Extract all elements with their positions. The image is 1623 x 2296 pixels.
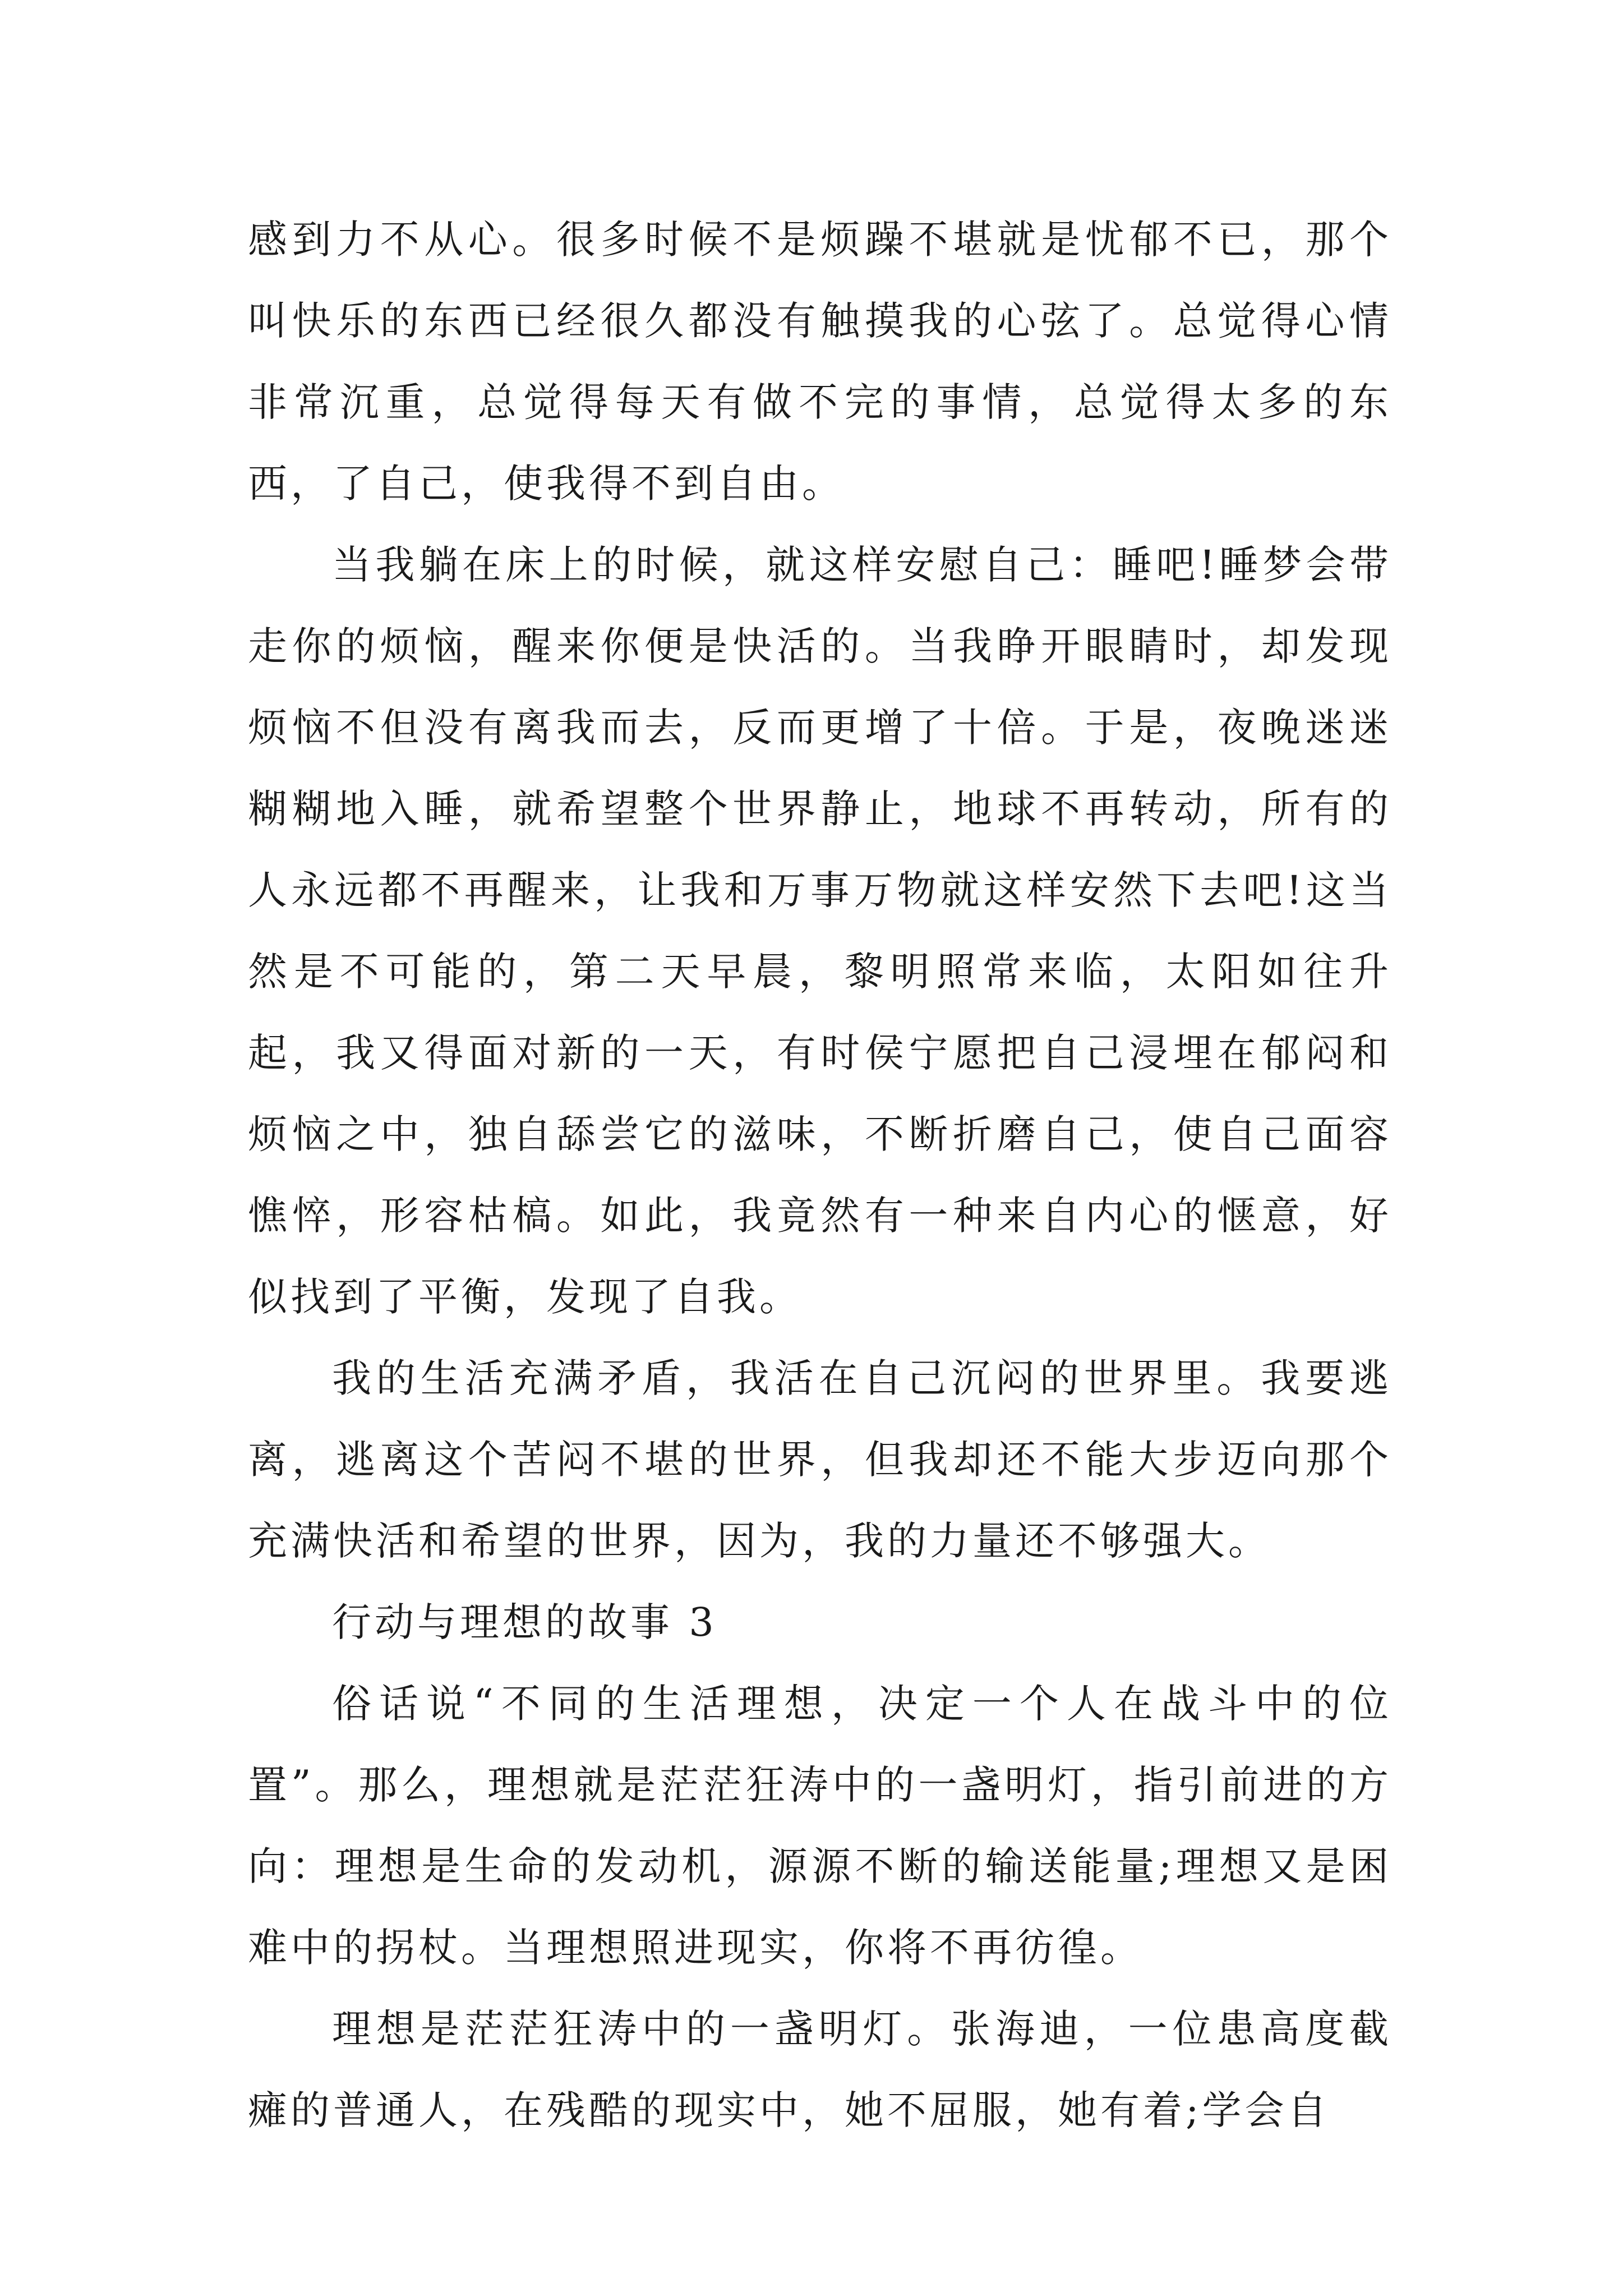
document-body <box>248 199 1392 2151</box>
paragraph-5: 理想是茫茫狂涛中的一盏明灯。张海迪，一位患高度截瘫的普通人，在残酷的现实中，她不屈服，她有着;学会自 <box>248 2006 1392 2133</box>
paragraph-4: 俗话说“不同的生活理想，决定一个人在战斗中的位置”。那么，理想就是茫茫狂涛中的一盏明灯，指引前进的方向：理想是生命的发动机，源源不断的输送能量;理想又是困难中的拐杖。当理想照进现实，你将不再彷徨。 <box>248 1681 1392 1971</box>
paragraph-2: 当我躺在床上的时候，就这样安慰自己：睡吧!睡梦会带走你的烦恼，醒来你便是快活的。当我睁开眼睛时，却发现烦恼不但没有离我而去，反而更增了十倍。于是，夜晚迷迷糊糊地入睡，就希望整个世界静止，地球不再转动，所有的人永远都不再醒来，让我和万事万物就这样安然下去吧!这当然是不可能的，第二天早晨，黎明照常来临，太阳如往升起，我又得面对新的一天，有时侯宁愿把自己浸埋在郁闷和烦恼之中，独自舔尝它的滋味，不断折磨自己，使自己面容憔悴，形容枯槁。如此，我竟然有一种来自内心的惬意，好似找到了平衡，发现了自我。 <box>248 542 1392 1320</box>
paragraph-3: 我的生活充满矛盾，我活在自己沉闷的世界里。我要逃离，逃离这个苦闷不堪的世界，但我却还不能大步迈向那个充满快活和希望的世界，因为，我的力量还不够强大。 <box>248 1355 1392 1564</box>
paragraph-1: 感到力不从心。很多时候不是烦躁不堪就是忧郁不已，那个叫快乐的东西已经很久都没有触摸我的心弦了。总觉得心情非常沉重，总觉得每天有做不完的事情，总觉得太多的东西，了自己，使我得不到自由。 <box>248 217 1392 507</box>
section-heading: 行动与理想的故事 3 <box>332 1599 717 1645</box>
